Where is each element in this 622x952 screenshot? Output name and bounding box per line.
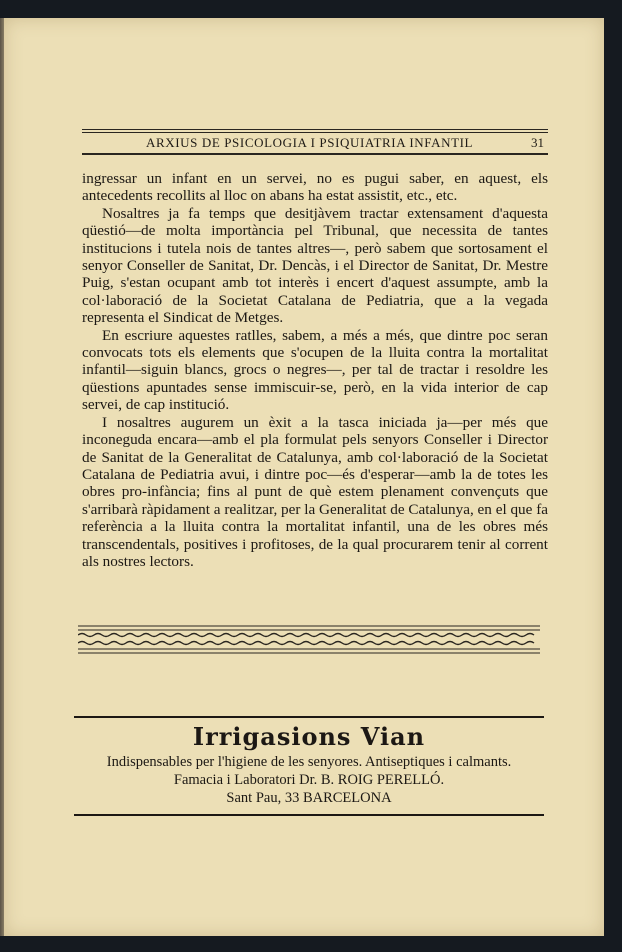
ad-rule-top [74, 716, 544, 718]
ad-brand: Irrigasions Vian [192, 722, 426, 751]
paragraph: Nosaltres ja fa temps que desitjàvem tractar extensament d'aquesta qüestió—de molta importància pel Tribunal, que necessita de tantes institucions i tutela nois de tantes altres—, però sabem que sortosament el senyor Conseller de Sanitat, Dr. Dencàs, i el Director de Sanitat, Dr. Mestre Puig, s'estan ocupant amb tot interès i encert d'aquest assumpte, amb la col·laboració de la Societat Catalana de Pediatria, que a la vegada representa el Sindicat de Metges. [82, 204, 548, 327]
ad-rule-bottom [74, 814, 544, 816]
ad-address: Sant Pau, 33 BARCELONA [226, 790, 392, 806]
paragraph: ingressar un infant en un servei, no es pugui saber, en aquest, els antecedents recollits al lloc on abans ha estat assistit, etc., etc. [82, 170, 548, 205]
ornamental-divider [78, 622, 540, 656]
running-header [82, 127, 548, 157]
paragraph: I nosaltres augurem un èxit a la tasca iniciada ja—per més que inconeguda encara—amb el pla formulat pels senyors Conseller i Director de Sanitat de la Generalitat de Catalunya, amb col·laboració de la Societat Catalana de Pediatria avui, i dintre poc—és d'esperar—amb la de totes les obres pro-infància; fins al punt de què estem plenament convençuts que s'arribarà ràpidament a realitzar, per la Generalitat de Catalunya, en el que fa referència a la lluita contra la mortalitat infantil, una de les obres més transcendentals, positives i profitoses, de la qual procurarem tenir al corrent als nostres lectors. [82, 413, 548, 570]
paragraph: En escriure aquestes ratlles, sabem, a més a més, que dintre poc seran convocats tots els elements que s'ocupen de la lluita contra la mortalitat infantil—siguin blancs, grocs o negres—, per tal de tractar i resoldre les qüestions apuntades sense immiscuir-se, però, en la vida interior de cap servei, de cap institució. [82, 326, 548, 414]
article-body [82, 170, 548, 570]
header-rule-top-double [82, 132, 548, 133]
running-title: ARXIUS DE PSICOLOGIA I PSIQUIATRIA INFANTIL [146, 135, 474, 150]
advertisement [74, 712, 544, 822]
ad-pharmacy: Famacia i Laboratori Dr. B. ROIG PERELLÓ. [173, 772, 445, 788]
page-number: 31 [531, 135, 544, 150]
ad-tagline: Indispensables per l'higiene de les senyores. Antiseptiques i calmants. [106, 754, 512, 770]
header-rule-top [82, 129, 548, 130]
header-rule-bottom [82, 153, 548, 155]
